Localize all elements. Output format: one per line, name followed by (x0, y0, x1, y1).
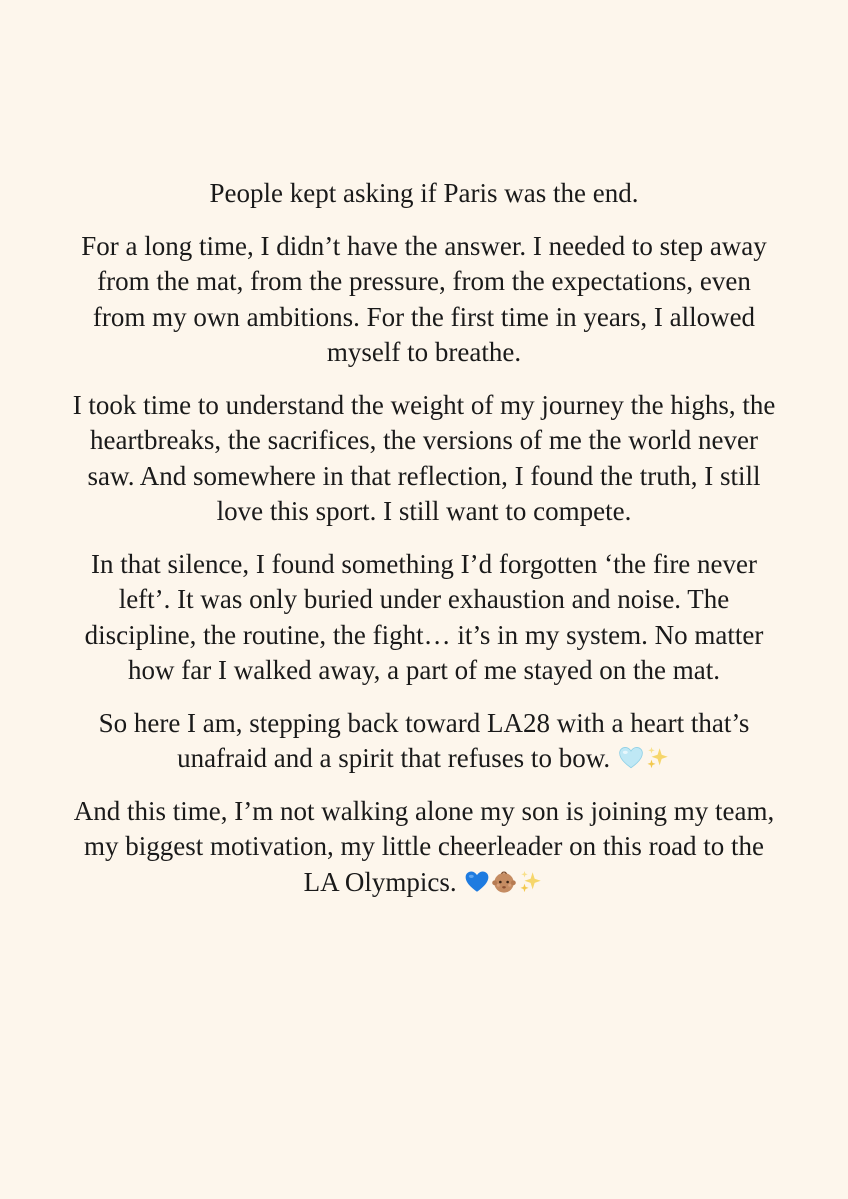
paragraph-4 (70, 547, 778, 689)
paragraph-2-text: For a long time, I didn’t have the answer. I needed to step away from the mat, from the pressure, from the expectations, even from my own ambitions. For the first time in years, I allowed myself to breathe. (81, 230, 767, 367)
paragraph-3-text: I took time to understand the weight of my journey the highs, the heartbreaks, the sacrifices, the versions of me the world never saw. And somewhere in that reflection, I found the truth, I still love this sport. I still want to compete. (72, 389, 776, 526)
paragraph-6 (70, 794, 778, 901)
blue-heart-icon (464, 869, 490, 895)
paragraph-1 (70, 176, 778, 212)
paragraph-5-text: So here I am, stepping back toward LA28 with a heart that’s unafraid and a spirit that refuses to bow. (98, 707, 750, 773)
paragraph-3 (70, 388, 778, 530)
paragraph-2 (70, 229, 778, 371)
baby-icon (491, 869, 517, 895)
paragraph-1-text: People kept asking if Paris was the end. (209, 178, 639, 208)
paragraph-5 (70, 706, 778, 777)
sparkles-icon (518, 869, 544, 895)
statement-text (70, 176, 778, 917)
paragraph-4-text: In that silence, I found something I’d forgotten ‘the fire never left’. It was only buried under exhaustion and noise. The discipline, the routine, the fight… it’s in my system. No matter how far I walked away, a part of me stayed on the mat. (84, 548, 764, 685)
paragraph-6-text: And this time, I’m not walking alone my son is joining my team, my biggest motivation, my little cheerleader on this road to the LA Olympics. (73, 795, 775, 897)
light-blue-heart-icon (618, 745, 644, 771)
sparkles-icon (645, 745, 671, 771)
